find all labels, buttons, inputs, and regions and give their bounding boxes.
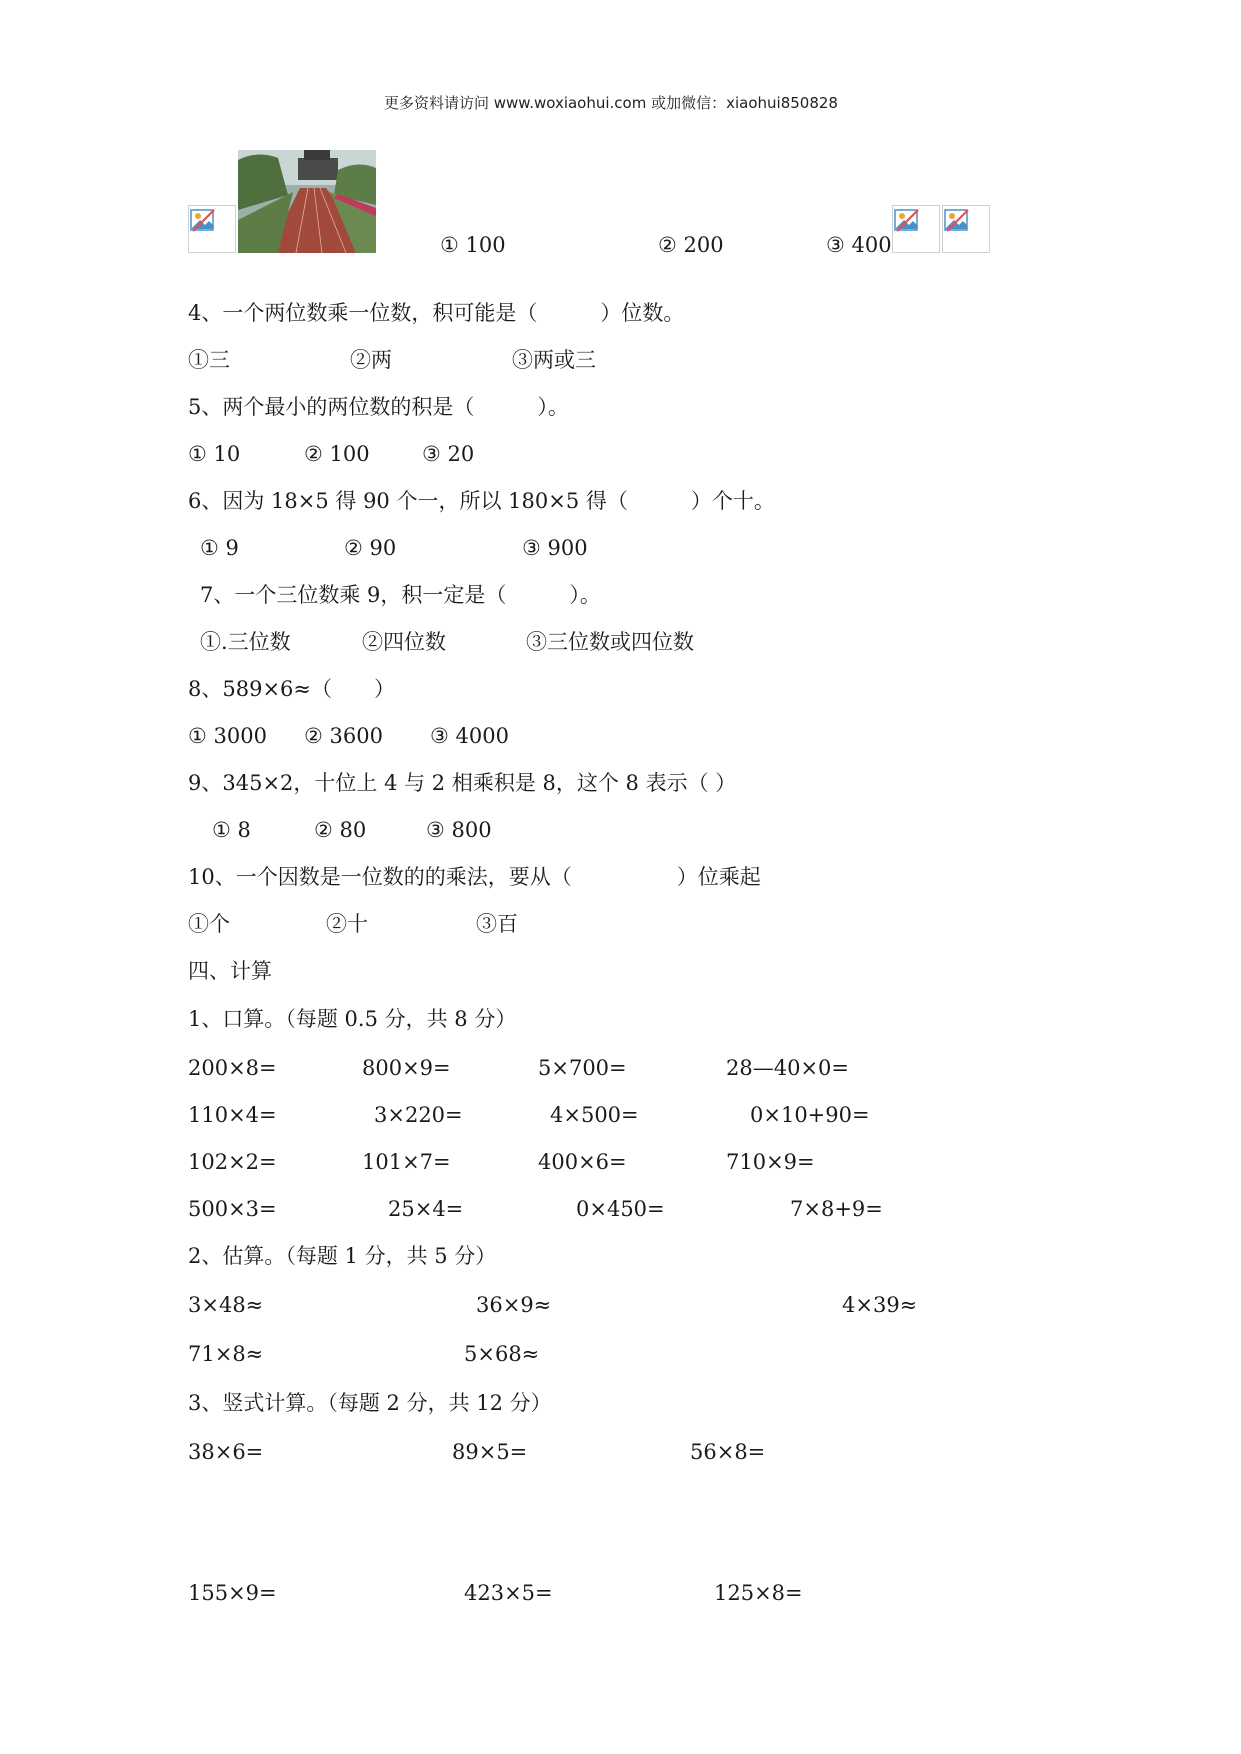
q9-stem: 9、345×2，十位上 4 与 2 相乘积是 8，这个 8 表示（ ） — [188, 771, 737, 795]
estimate-item: 4×39≈ — [842, 1293, 918, 1317]
estimate-item: 36×9≈ — [476, 1293, 552, 1317]
q4-stem: 4、一个两位数乘一位数，积可能是（ ）位数。 — [188, 301, 685, 325]
q6-option-3: ③ 900 — [522, 536, 588, 560]
q6-option-1: ① 9 — [200, 536, 239, 560]
q9-option-3: ③ 800 — [426, 818, 492, 842]
oral-item: 400×6= — [538, 1150, 627, 1174]
q7-stem: 7、一个三位数乘 9，积一定是（ ）。 — [200, 583, 601, 607]
estimate-item: 71×8≈ — [188, 1342, 264, 1366]
broken-image-icon — [942, 205, 990, 253]
oral-item: 4×500= — [550, 1103, 639, 1127]
q3-option-3: ③ 400 — [826, 233, 892, 257]
estimate-item: 3×48≈ — [188, 1293, 264, 1317]
q10-stem: 10、一个因数是一位数的的乘法，要从（ ）位乘起 — [188, 865, 761, 889]
oral-item: 7×8+9= — [790, 1197, 883, 1221]
oral-item: 5×700= — [538, 1056, 627, 1080]
running-track-photo — [238, 150, 376, 253]
vertical-item: 38×6= — [188, 1440, 264, 1464]
vertical-title: 3、竖式计算。（每题 2 分，共 12 分） — [188, 1391, 552, 1415]
vertical-item: 56×8= — [690, 1440, 766, 1464]
q5-option-1: ① 10 — [188, 442, 241, 466]
q8-option-2: ② 3600 — [304, 724, 383, 748]
oral-item: 500×3= — [188, 1197, 277, 1221]
oral-item: 110×4= — [188, 1103, 277, 1127]
oral-title: 1、口算。（每题 0.5 分，共 8 分） — [188, 1007, 517, 1031]
q10-option-1: ①个 — [188, 912, 230, 936]
q3-option-2: ② 200 — [658, 233, 724, 257]
broken-image-icon — [188, 205, 236, 253]
oral-item: 25×4= — [388, 1197, 464, 1221]
vertical-item: 155×9= — [188, 1581, 277, 1605]
q7-option-3: ③三位数或四位数 — [526, 630, 694, 654]
q6-option-2: ② 90 — [344, 536, 397, 560]
q10-option-3: ③百 — [476, 912, 518, 936]
oral-item: 800×9= — [362, 1056, 451, 1080]
q5-option-2: ② 100 — [304, 442, 370, 466]
oral-item: 101×7= — [362, 1150, 451, 1174]
oral-item: 710×9= — [726, 1150, 815, 1174]
q6-stem: 6、因为 18×5 得 90 个一，所以 180×5 得（ ）个十。 — [188, 489, 775, 513]
estimate-item: 5×68≈ — [464, 1342, 540, 1366]
q10-option-2: ②十 — [326, 912, 368, 936]
q5-stem: 5、两个最小的两位数的积是（ ）。 — [188, 395, 569, 419]
vertical-item: 89×5= — [452, 1440, 528, 1464]
q8-option-1: ① 3000 — [188, 724, 267, 748]
page-header: 更多资料请访问 www.woxiaohui.com 或加微信：xiaohui850828 — [384, 94, 838, 112]
q3-option-1: ① 100 — [440, 233, 506, 257]
oral-item: 3×220= — [374, 1103, 463, 1127]
q9-option-2: ② 80 — [314, 818, 367, 842]
oral-item: 102×2= — [188, 1150, 277, 1174]
estimate-title: 2、估算。（每题 1 分，共 5 分） — [188, 1244, 497, 1268]
vertical-item: 423×5= — [464, 1581, 553, 1605]
broken-image-icon — [892, 205, 940, 253]
q8-stem: 8、589×6≈（ ） — [188, 677, 395, 701]
oral-item: 28—40×0= — [726, 1056, 849, 1080]
vertical-item: 125×8= — [714, 1581, 803, 1605]
q5-option-3: ③ 20 — [422, 442, 475, 466]
section-title: 四、计算 — [188, 959, 272, 983]
oral-item: 0×10+90= — [750, 1103, 870, 1127]
oral-item: 0×450= — [576, 1197, 665, 1221]
q4-option-2: ②两 — [350, 348, 392, 372]
q8-option-3: ③ 4000 — [430, 724, 509, 748]
q7-option-1: ①.三位数 — [200, 630, 291, 654]
q7-option-2: ②四位数 — [362, 630, 446, 654]
oral-item: 200×8= — [188, 1056, 277, 1080]
q4-option-3: ③两或三 — [512, 348, 596, 372]
q4-option-1: ①三 — [188, 348, 230, 372]
q9-option-1: ① 8 — [212, 818, 251, 842]
